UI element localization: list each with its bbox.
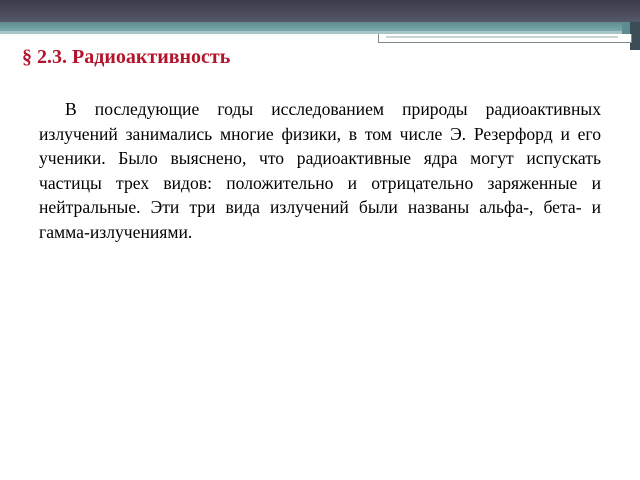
header-right-teal-accent <box>622 22 630 34</box>
slide-title: § 2.3. Радиоактивность <box>22 46 231 68</box>
header-teal-band <box>0 22 640 31</box>
header-accent-box-fill <box>386 36 618 38</box>
slide-body-text: В последующие годы исследованием природы радиоактивных излучений занимались многие физики, в том числе Э. Резерфорд и его ученики. Было выяснено, что радиоактивные ядра могут испускать частицы трех видов: положительно и отрицательно заряженные и нейтральные. Эти три вида излучений были названы альфа-, бета- и гамма-излучениями. <box>39 99 601 242</box>
header-dark-band <box>0 0 640 22</box>
